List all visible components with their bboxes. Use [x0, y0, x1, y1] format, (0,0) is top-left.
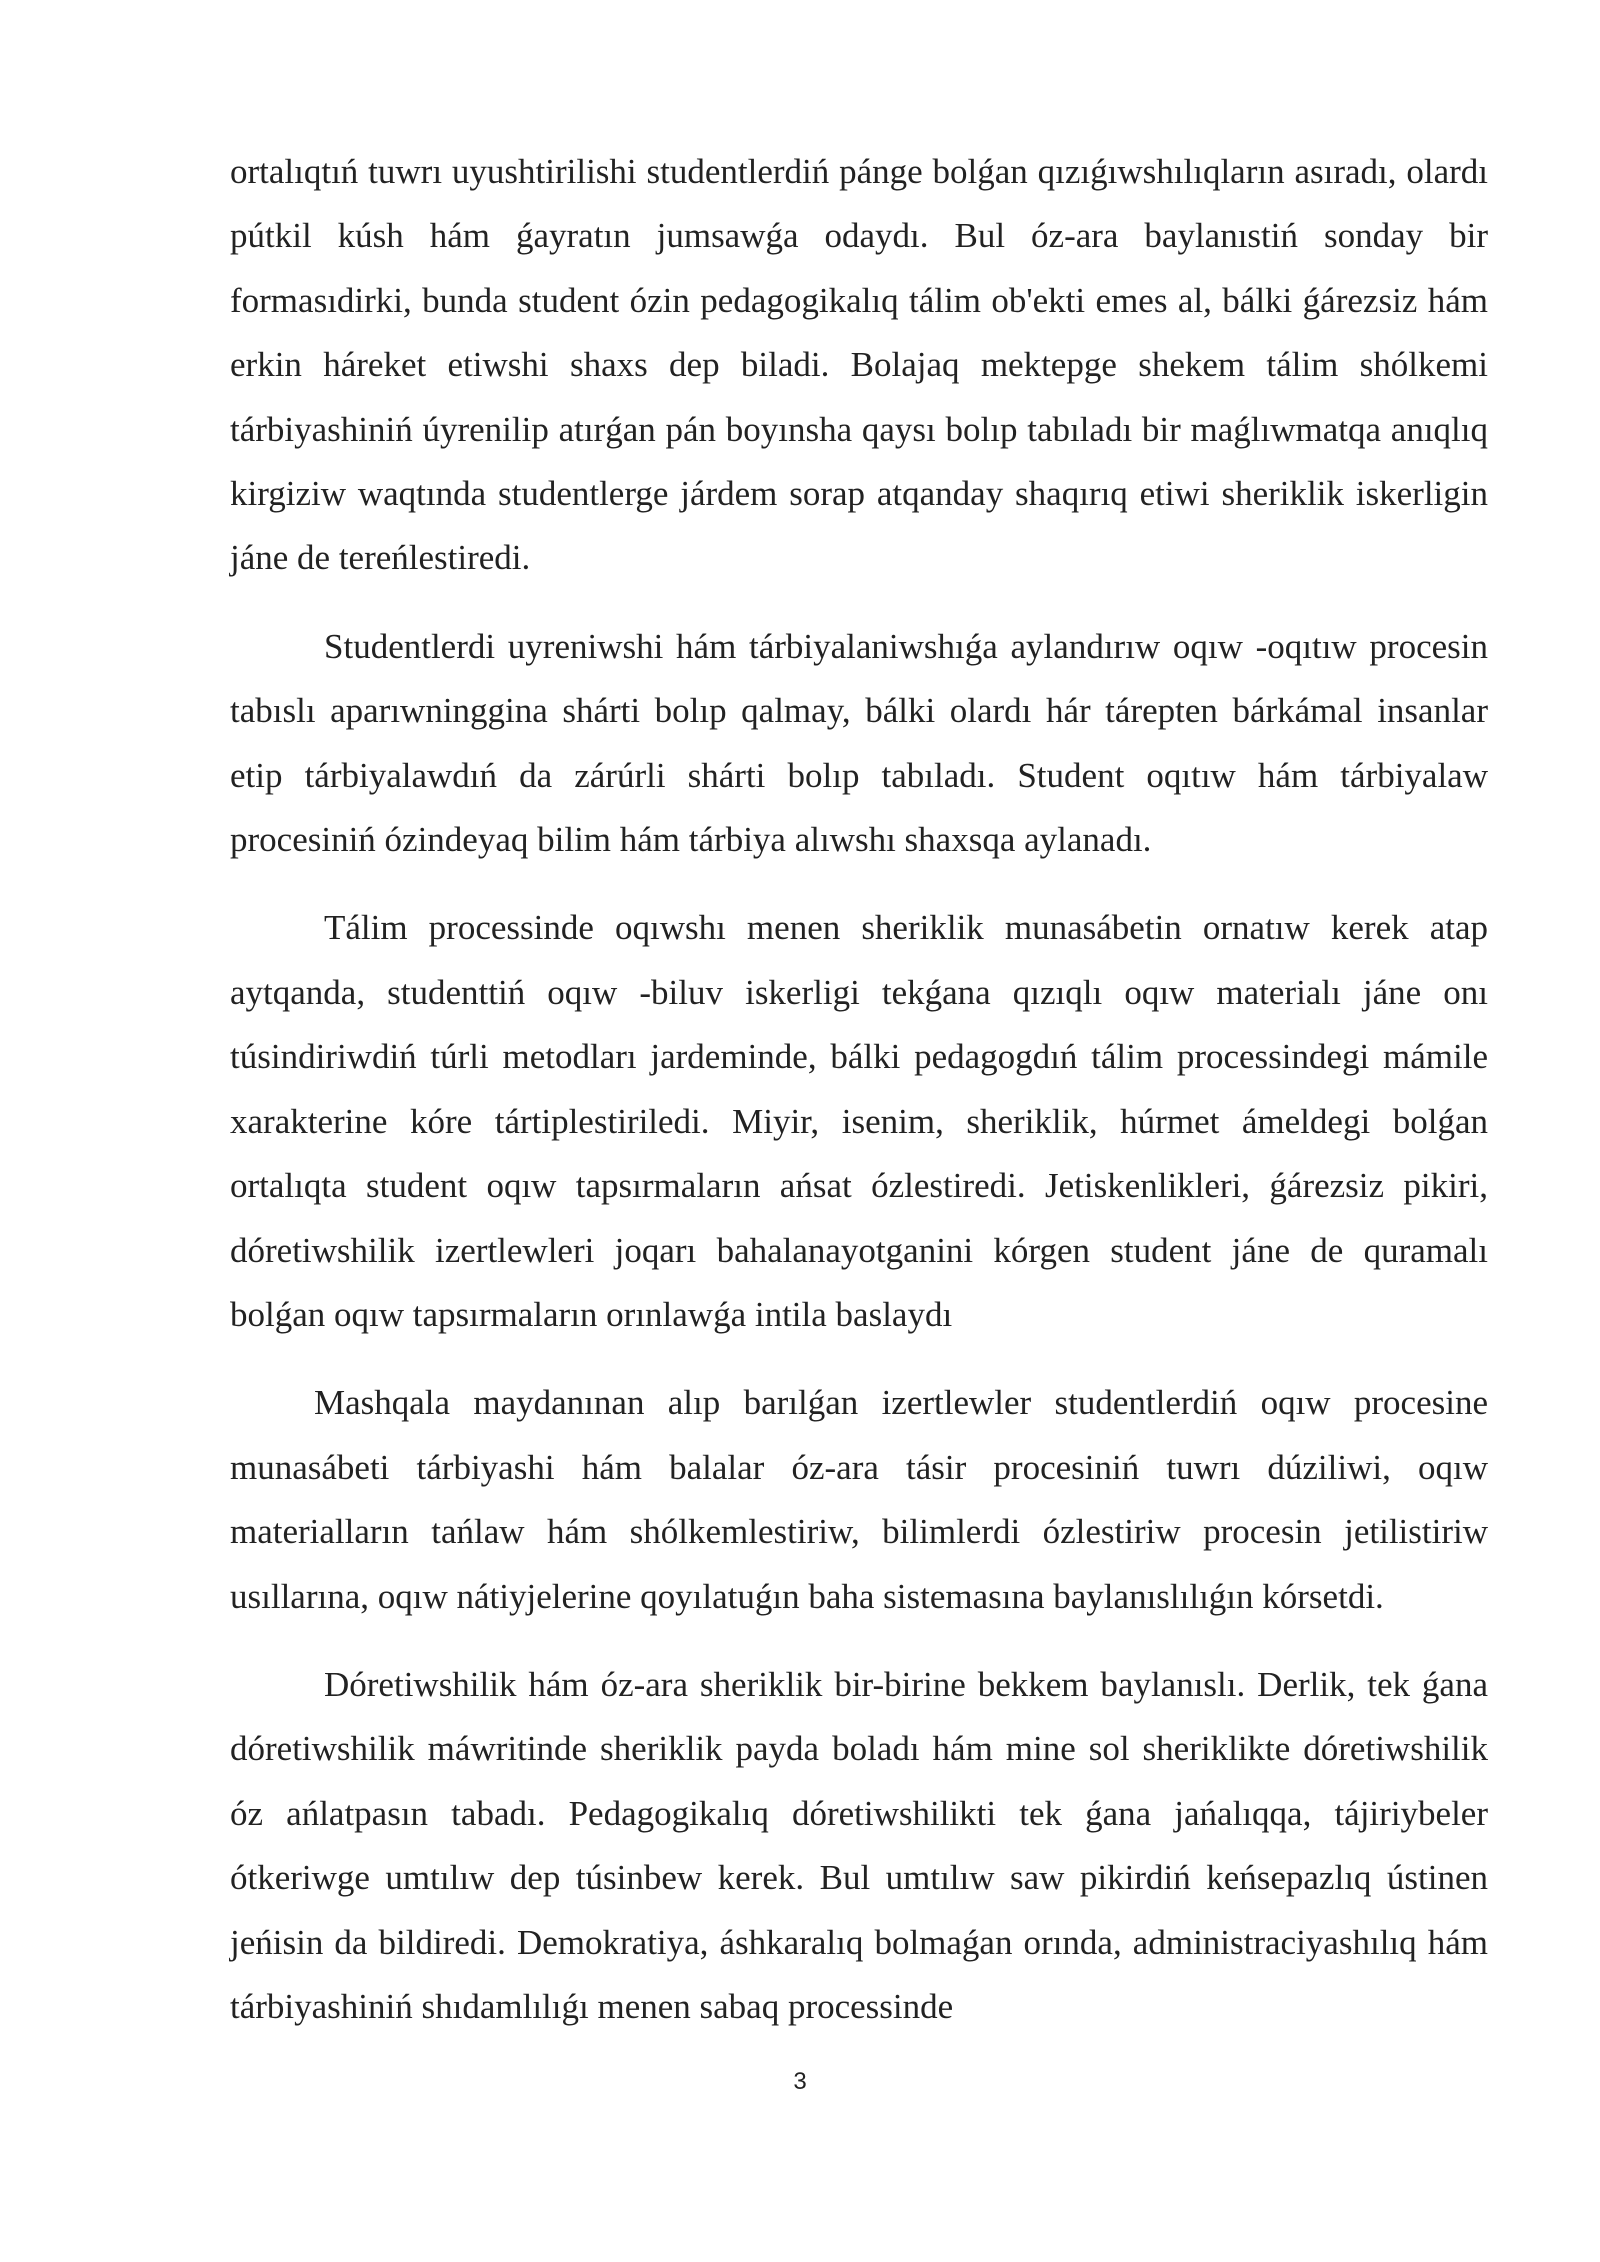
paragraph-1: ortalıqtıń tuwrı uyushtirilishi studentlerdiń pánge bolǵan qızıǵıwshılıqların asıradı, olardı pútkil kúsh hám ǵayratın jumsawǵa odaydı. Bul óz-ara baylanıstiń sonday bir formasıdirki, bunda student ózin pedagogikalıq tálim ob'ekti emes al, bálki ǵárezsiz hám erkin háreket etiwshi shaxs dep biladi. Bolajaq mektepge shekem tálim shólkemi tárbiyashiniń úyrenilip atırǵan pán boyınsha qaysı bolıp tabıladı bir maǵlıwmatqa anıqlıq kirgiziw waqtında studentlerge járdem sorap atqanday shaqırıq etiwi sheriklik iskerligin jáne de tereńlestiredi. — [230, 152, 1488, 578]
paragraph-4: Mashqala maydanınan alıp barılǵan izertlewler studentlerdiń oqıw procesine munasábeti tárbiyashi hám balalar óz-ara tásir procesiniń tuwrı dúziliwi, oqıw materialların tańlaw hám shólkemlestiriw, bilimlerdi ózlestiriw procesin jetilistiriw usıllarına, oqıw nátiyjelerine qoyılatuǵın baha sistemasına baylanıslılıǵın kórsetdi. — [230, 1383, 1488, 1616]
paragraph-3: Tálim processinde oqıwshı menen sheriklik munasábetin ornatıw kerek atap aytqanda, studenttiń oqıw -biluv iskerligi tekǵana qızıqlı oqıw materialı jáne onı túsindiriwdiń túrli metodları jardeminde, bálki pedagogdıń tálim processindegi mámile xarakterine kóre tártiplestiriledi. Miyir, isenim, sheriklik, húrmet ámeldegi bolǵan ortalıqta student oqıw tapsırmaların ańsat ózlestiredi. Jetiskenlikleri, ǵárezsiz pikiri, dóretiwshilik izertlewleri joqarı bahalanayotganini kórgen student jáne de quramalı bolǵan oqıw tapsırmaların orınlawǵa intila baslaydı — [230, 908, 1488, 1334]
paragraph-5: Dóretiwshilik hám óz-ara sheriklik bir-birine bekkem baylanıslı. Derlik, tek ǵana dóretiwshilik máwritinde sheriklik payda boladı hám mine sol sheriklikte dóretiwshilik óz ańlatpasın tabadı. Pedagogikalıq dóretiwshilikti tek ǵana jańalıqqa, tájiriybeler ótkeriwge umtılıw dep túsinbew kerek. Bul umtılıw saw pikirdiń keńsepazlıq ústinen jeńisin da bildiredi. Demokratiya, áshkaralıq bolmaǵan orında, administraciyashılıq hám tárbiyashiniń shıdamlılıǵı menen sabaq processinde — [230, 1664, 1488, 2026]
page-number: 3 — [793, 2068, 807, 2095]
paragraph-2: Studentlerdi uyreniwshi hám tárbiyalaniwshıǵa aylandırıw oqıw -oqıtıw procesin tabıslı aparıwninggina shárti bolıp qalmay, bálki olardı hár tárepten bárkámal insanlar etip tárbiyalawdıń da zárúrli shárti bolıp tabıladı. Student oqıtıw hám tárbiyalaw procesiniń ózindeyaq bilim hám tárbiya alıwshı shaxsqa aylanadı. — [230, 626, 1488, 860]
body-text — [230, 140, 1488, 2039]
